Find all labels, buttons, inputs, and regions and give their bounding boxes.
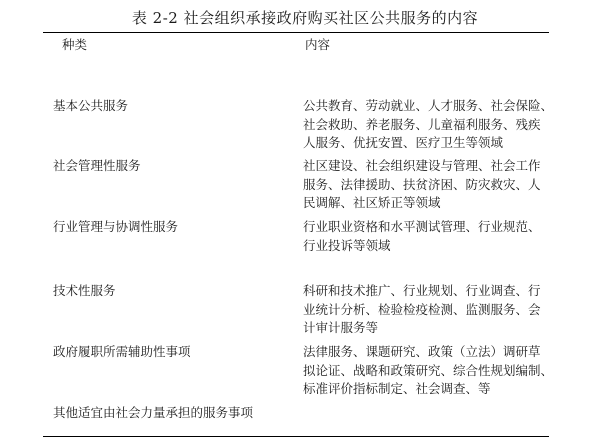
row-category-other-services: 其他适宜由社会力量承担的服务事项 xyxy=(53,405,254,420)
content-line: 行业职业资格和水平测试管理、行业规范、 xyxy=(303,219,541,234)
content-line: 标准评价指标制定、社会调查、等 xyxy=(303,381,491,396)
row-content-industry-management xyxy=(303,218,548,255)
table-caption: 表 2-2 社会组织承接政府购买社区公共服务的内容 xyxy=(131,9,479,27)
content-line: 拟论证、战略和政策研究、综合性规划编制、 xyxy=(303,362,554,378)
content-line: 人服务、优抚安置、医疗卫生等领域 xyxy=(303,135,504,150)
content-line: 社会救助、养老服务、儿童福利服务、残疾 xyxy=(303,116,541,132)
header-category: 种类 xyxy=(62,37,88,52)
row-category-social-management: 社会管理性服务 xyxy=(53,158,141,173)
content-line: 行业投诉等领域 xyxy=(303,237,391,253)
row-category-basic-public-service: 基本公共服务 xyxy=(53,98,129,113)
row-content-social-management xyxy=(303,157,548,213)
header-content: 内容 xyxy=(305,37,331,52)
row-category-industry-management: 行业管理与协调性服务 xyxy=(53,219,179,234)
content-line: 社区建设、社会组织建设与管理、社会工作 xyxy=(303,158,541,173)
content-line: 民调解、社区矫正等领域 xyxy=(303,195,441,210)
row-content-technical-service xyxy=(303,282,548,338)
content-line: 服务、法律援助、扶贫济困、防灾救灾、人 xyxy=(303,176,541,192)
row-content-basic-public-service xyxy=(303,97,554,153)
row-category-government-auxiliary: 政府履职所需辅助性事项 xyxy=(53,344,191,359)
content-line: 科研和技术推广、行业规划、行业调查、行 xyxy=(303,283,541,298)
content-line: 公共教育、劳动就业、人才服务、社会保险、 xyxy=(303,98,554,113)
row-content-government-auxiliary xyxy=(303,343,554,399)
content-line: 计审计服务等 xyxy=(303,320,379,335)
content-line: 业统计分析、检验检疫检测、监测服务、会 xyxy=(303,301,541,317)
table-bottom-rule xyxy=(43,436,549,437)
row-category-technical-service: 技术性服务 xyxy=(53,283,116,298)
table-top-rule xyxy=(43,32,549,33)
content-line: 法律服务、课题研究、政策（立法）调研草 xyxy=(303,344,541,359)
